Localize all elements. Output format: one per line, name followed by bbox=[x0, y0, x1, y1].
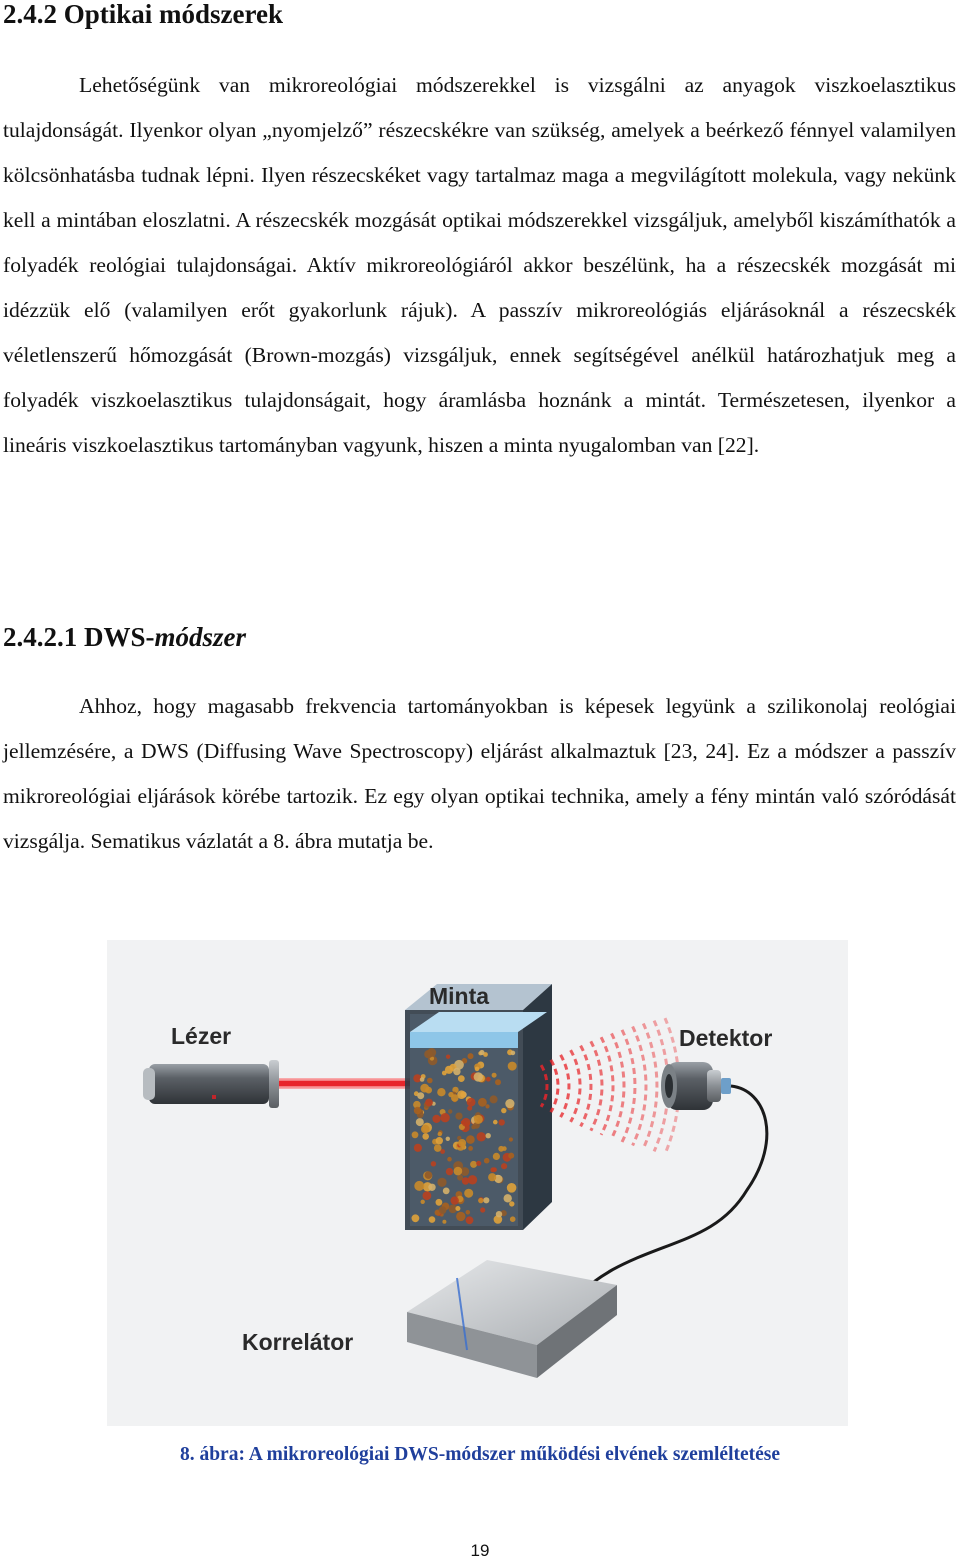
particle bbox=[420, 1077, 425, 1082]
wave-arc bbox=[591, 1041, 602, 1130]
particle bbox=[422, 1133, 429, 1140]
particle bbox=[501, 1163, 507, 1169]
particle bbox=[474, 1115, 483, 1124]
particle bbox=[428, 1184, 435, 1191]
particle bbox=[425, 1171, 433, 1179]
particle bbox=[414, 1144, 422, 1152]
particle bbox=[416, 1118, 424, 1126]
particle bbox=[412, 1131, 419, 1138]
particle bbox=[420, 1084, 429, 1093]
particle bbox=[495, 1079, 501, 1085]
particle bbox=[488, 1173, 496, 1181]
wave-arc bbox=[601, 1037, 613, 1135]
particle bbox=[511, 1051, 516, 1056]
particle bbox=[499, 1119, 505, 1125]
particle bbox=[509, 1137, 513, 1141]
particle bbox=[484, 1158, 490, 1164]
particle bbox=[440, 1113, 449, 1122]
particle bbox=[442, 1220, 446, 1224]
laser-device bbox=[143, 1060, 279, 1108]
particle bbox=[436, 1137, 443, 1144]
label-detector: Detektor bbox=[679, 1025, 773, 1051]
particle bbox=[492, 1073, 497, 1078]
particle bbox=[453, 1068, 460, 1075]
particle bbox=[437, 1088, 445, 1096]
particle bbox=[508, 1062, 517, 1071]
dws-schematic-figure bbox=[107, 940, 848, 1426]
particle bbox=[470, 1161, 477, 1168]
particle bbox=[475, 1067, 480, 1072]
subsection-title-plain: DWS- bbox=[84, 622, 155, 652]
particle bbox=[504, 1194, 512, 1202]
particle bbox=[493, 1153, 500, 1160]
wave-arc bbox=[561, 1055, 569, 1117]
particle bbox=[480, 1207, 485, 1212]
wave-arc bbox=[633, 1027, 646, 1146]
particle bbox=[476, 1161, 481, 1166]
particle bbox=[462, 1118, 471, 1127]
particle bbox=[486, 1077, 491, 1082]
wave-arc bbox=[581, 1046, 591, 1127]
particle bbox=[466, 1135, 475, 1144]
particle bbox=[477, 1132, 486, 1141]
particle bbox=[455, 1206, 460, 1211]
particle bbox=[478, 1198, 483, 1203]
section-number: 2.4.2 bbox=[3, 0, 57, 29]
particle bbox=[505, 1099, 514, 1108]
particle bbox=[417, 1092, 424, 1099]
particle bbox=[437, 1178, 446, 1187]
particle bbox=[446, 1055, 450, 1059]
particle bbox=[483, 1197, 489, 1203]
particle bbox=[443, 1188, 450, 1195]
particle bbox=[414, 1181, 424, 1191]
particle bbox=[424, 1050, 432, 1058]
particle bbox=[467, 1098, 476, 1107]
particle bbox=[431, 1161, 436, 1166]
sample-container bbox=[405, 984, 552, 1230]
particle bbox=[455, 1113, 462, 1120]
particle bbox=[464, 1189, 473, 1198]
particle bbox=[479, 1050, 484, 1055]
page-number: 19 bbox=[470, 1541, 490, 1560]
section-title: Optikai módszerek bbox=[63, 0, 284, 29]
correlator-device bbox=[407, 1260, 617, 1378]
particle bbox=[421, 1200, 425, 1204]
particle bbox=[490, 1095, 498, 1103]
section-heading bbox=[3, 0, 283, 34]
particle bbox=[423, 1191, 432, 1200]
figure-caption: 8. ábra: A mikroreológiai DWS-módszer működési elvének szemléltetése bbox=[179, 1444, 781, 1465]
scattered-waves bbox=[541, 1018, 679, 1154]
particle bbox=[509, 1201, 514, 1206]
particle bbox=[498, 1146, 504, 1152]
particle bbox=[458, 1139, 466, 1147]
particle bbox=[446, 1168, 453, 1175]
particle bbox=[421, 1125, 430, 1134]
particle bbox=[451, 1196, 459, 1204]
particle bbox=[446, 1137, 450, 1141]
particle bbox=[501, 1108, 506, 1113]
subsection-heading bbox=[3, 617, 246, 657]
subsection-title-italic: módszer bbox=[154, 622, 247, 652]
particle bbox=[466, 1216, 474, 1224]
particle bbox=[412, 1214, 420, 1222]
paragraph-optical-methods: Lehetőségünk van mikroreológiai módszerekkel is vizsgálni az anyagok viszkoelasztikus tulajdonságát. Ilyenkor olyan „nyomjelző” részecskékre van szükség, amelyek a beérkező fénnyel valamilyen kölcsönhatásba tudnak lépni. Ilyen részecskéket vagy tartalmaz maga a megvilágított molekula, vagy nekünk kell a mintában eloszlatni. A részecskék mozgását optikai módszerekkel vizsgáljuk, amelyből kiszámíthatók a folyadék reológiai tulajdonságai. Aktív mikroreológiáról akkor beszélünk, ha a részecskék mozgását mi idézzük elő (valamilyen erőt gyakorlunk rájuk). A passzív mikroreológiás eljárásoknál a részecskék véletlenszerű hőmozgását (Brown-mozgás) vizsgáljuk, ennek segítségével anélkül határozhatjuk meg a folyadék viszkoelasztikus tulajdonságait, hogy áramlásba hoznánk a mintát. Természetesen, ilyenkor a lineáris viszkoelasztikus tartományban vagyunk, hiszen a minta nyugalomban van [22]. bbox=[3, 73, 956, 457]
particle bbox=[486, 1133, 491, 1138]
particle bbox=[492, 1167, 497, 1172]
label-sample: Minta bbox=[429, 983, 490, 1009]
wave-arc bbox=[571, 1050, 580, 1122]
paragraph-dws-method: Ahhoz, hogy magasabb frekvencia tartományokban is képesek legyünk a szilikonolaj reológiai jellemzésére, a DWS (Diffusing Wave Spectroscopy) eljárást alkalmaztuk [23, 24]. Ez a módszer a passzív mikroreológiai eljárások körébe tartozik. Ez egy olyan optikai technika, amely a fény mintán való szóródását vizsgálja. Sematikus vázlatát a 8. ábra mutatja be. bbox=[3, 694, 956, 853]
detector-device bbox=[661, 1062, 731, 1110]
particle bbox=[451, 1094, 459, 1102]
particle bbox=[510, 1216, 516, 1222]
subsection-number: 2.4.2.1 bbox=[3, 622, 78, 652]
particle bbox=[448, 1109, 452, 1113]
particle bbox=[507, 1183, 517, 1193]
particle bbox=[456, 1212, 465, 1221]
particle bbox=[485, 1104, 489, 1108]
particle bbox=[436, 1199, 443, 1206]
particle bbox=[454, 1167, 463, 1176]
particle bbox=[474, 1072, 483, 1081]
particle bbox=[425, 1099, 433, 1107]
particle bbox=[427, 1078, 433, 1084]
dws-schematic-drawing bbox=[107, 940, 848, 1426]
particle bbox=[434, 1144, 442, 1152]
particle bbox=[447, 1157, 452, 1162]
particle bbox=[468, 1053, 474, 1059]
particle bbox=[508, 1153, 514, 1159]
particle bbox=[429, 1216, 436, 1223]
label-correlator: Korrelátor bbox=[242, 1329, 354, 1355]
particle bbox=[493, 1120, 498, 1125]
particle bbox=[466, 1210, 471, 1215]
label-laser: Lézer bbox=[171, 1023, 232, 1049]
particle bbox=[496, 1211, 502, 1217]
particle bbox=[432, 1115, 440, 1123]
particle bbox=[458, 1075, 465, 1082]
particle bbox=[442, 1071, 447, 1076]
particle bbox=[478, 1098, 487, 1107]
particle bbox=[468, 1146, 473, 1151]
particle bbox=[438, 1132, 442, 1136]
particle bbox=[468, 1175, 477, 1184]
particle bbox=[414, 1107, 421, 1114]
particle bbox=[439, 1206, 447, 1214]
